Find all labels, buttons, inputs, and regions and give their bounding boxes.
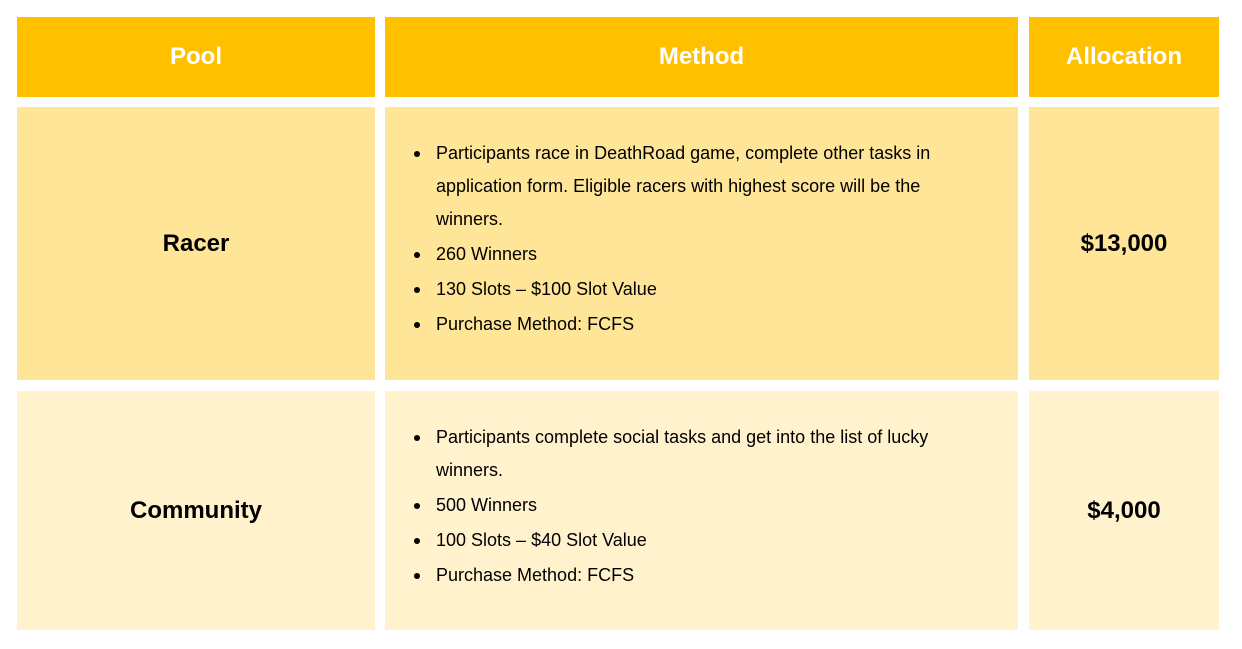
pool-cell-community: Community xyxy=(17,391,375,630)
list-item: 500 Winners xyxy=(414,489,974,522)
pool-cell-racer: Racer xyxy=(17,107,375,380)
method-cell-racer xyxy=(385,107,1018,380)
list-item: Participants complete social tasks and get into the list of lucky winners. xyxy=(414,421,974,487)
list-item: Participants race in DeathRoad game, complete other tasks in application form. Eligible racers with highest score will be the winners. xyxy=(414,137,974,236)
header-allocation: Allocation xyxy=(1029,17,1219,97)
list-item: 100 Slots – $40 Slot Value xyxy=(414,524,974,557)
header-pool: Pool xyxy=(17,17,375,97)
list-item: 130 Slots – $100 Slot Value xyxy=(414,273,974,306)
allocation-cell-racer: $13,000 xyxy=(1029,107,1219,380)
method-list xyxy=(414,421,974,594)
method-list xyxy=(414,137,974,343)
list-item: Purchase Method: FCFS xyxy=(414,559,974,592)
list-item: Purchase Method: FCFS xyxy=(414,308,974,341)
method-cell-community xyxy=(385,391,1018,630)
allocation-cell-community: $4,000 xyxy=(1029,391,1219,630)
list-item: 260 Winners xyxy=(414,238,974,271)
header-method: Method xyxy=(385,17,1018,97)
